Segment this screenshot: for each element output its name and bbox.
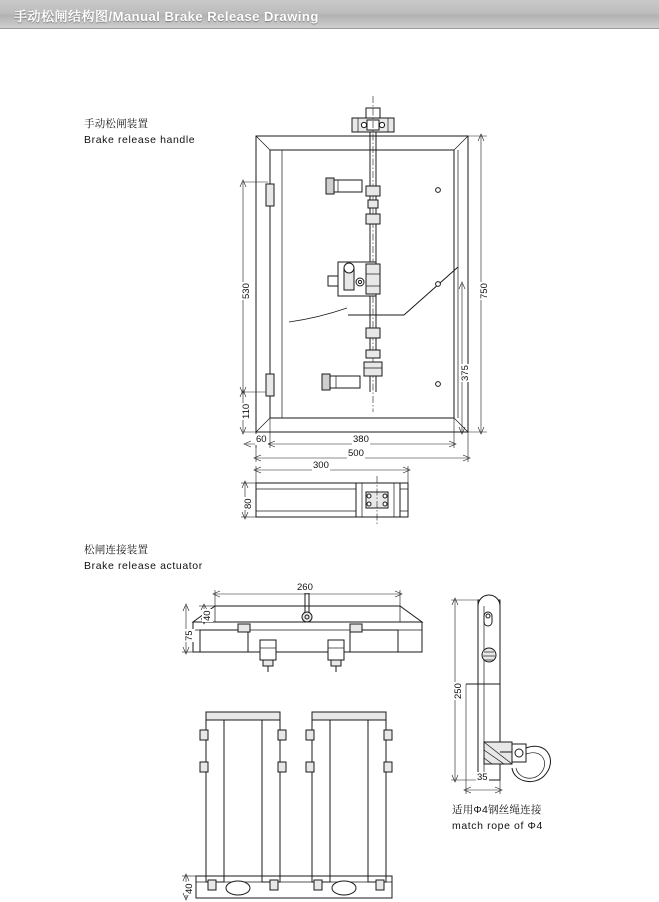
dim-375: 375: [460, 365, 471, 381]
section-2-label-cn: 松闸连接装置: [84, 544, 149, 556]
rope-note-cn: 适用Φ4钢丝绳连接: [452, 804, 542, 816]
section-1-label-cn: 手动松闸装置: [84, 118, 149, 130]
dim-530: 530: [241, 283, 252, 299]
dim-40-bottom: 40: [184, 883, 195, 894]
rope-note-en: match rope of Φ4: [452, 820, 543, 832]
dim-380: 380: [353, 434, 369, 445]
dim-260: 260: [297, 582, 313, 593]
dim-110: 110: [241, 403, 252, 419]
dim-500: 500: [348, 448, 364, 459]
dim-250: 250: [453, 683, 464, 699]
dim-60: 60: [256, 434, 267, 445]
dim-80: 80: [243, 498, 254, 509]
dim-750: 750: [479, 283, 490, 299]
dim-75: 75: [184, 630, 195, 641]
page-title: 手动松闸结构图/Manual Brake Release Drawing: [14, 9, 319, 24]
dim-300: 300: [313, 460, 329, 471]
section-1-label-en: Brake release handle: [84, 134, 196, 146]
section-2-label-en: Brake release actuator: [84, 560, 203, 572]
dim-40-top: 40: [202, 610, 213, 621]
dim-35: 35: [477, 772, 488, 783]
